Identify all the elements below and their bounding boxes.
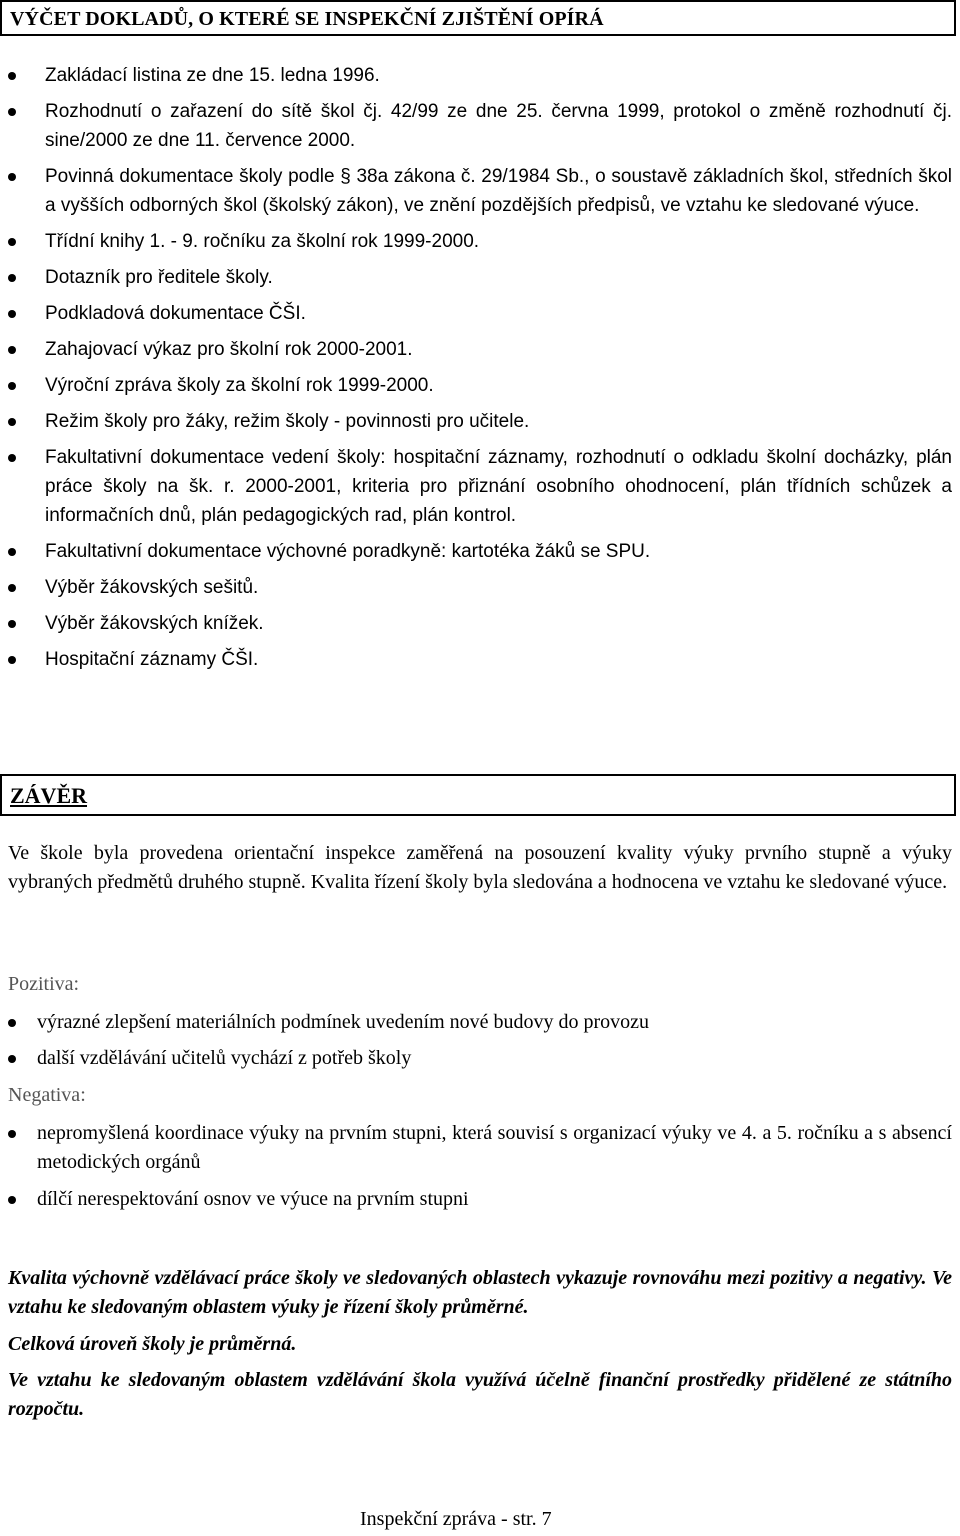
bullet-icon [8,173,16,181]
negatives-list [0,1119,952,1214]
bullet-icon [8,656,16,664]
bullet-icon [8,382,16,390]
list-item: Výroční zpráva školy za školní rok 1999-2000. [0,371,952,400]
documents-heading-box [0,0,956,36]
documents-heading: VÝČET DOKLADŮ, O KTERÉ SE INSPEKČNÍ ZJIŠTĚNÍ OPÍRÁ [10,8,604,30]
list-item: Zahajovací výkaz pro školní rok 2000-2001. [0,335,952,364]
list-item: další vzdělávání učitelů vychází z potřeb školy [0,1044,952,1073]
bullet-icon [8,620,16,628]
bullet-icon [8,1055,16,1063]
list-item: Dotazník pro ředitele školy. [0,263,952,292]
list-item: dílčí nerespektování osnov ve výuce na prvním stupni [0,1185,952,1214]
list-item: Fakultativní dokumentace výchovné poradkyně: kartotéka žáků se SPU. [0,537,952,566]
bullet-icon [8,548,16,556]
positives-list [0,1008,952,1073]
bullet-icon [8,584,16,592]
documents-list [0,61,952,681]
bullet-icon [8,1130,16,1138]
list-item: Hospitační záznamy ČŠI. [0,645,952,674]
list-item: Třídní knihy 1. - 9. ročníku za školní rok 1999-2000. [0,227,952,256]
bullet-icon [8,238,16,246]
negatives-label: Negativa: [8,1084,86,1106]
list-item: Zakládací listina ze dne 15. ledna 1996. [0,61,952,90]
conclusion-intro: Ve škole byla provedena orientační inspekce zaměřená na posouzení kvality výuky prvního stupně a výuky vybraných předmětů druhého stupně. Kvalita řízení školy byla sledována a hodnocena ve vztahu ke sledované výuce. [8,842,952,893]
bullet-icon [8,108,16,116]
list-item: Rozhodnutí o zařazení do sítě škol čj. 42/99 ze dne 25. června 1999, protokol o změně rozhodnutí čj. sine/2000 ze dne 11. července 2000. [0,97,952,155]
bullet-icon [8,454,16,462]
page-footer: Inspekční zpráva - str. 7 [360,1508,552,1530]
list-item: Podkladová dokumentace ČŠI. [0,299,952,328]
bullet-icon [8,1196,16,1204]
conclusion-heading-box [0,774,956,816]
bullet-icon [8,72,16,80]
bullet-icon [8,274,16,282]
list-item: Povinná dokumentace školy podle § 38a zákona č. 29/1984 Sb., o soustavě základních škol, středních škol a vyšších odborných škol (školský zákon), ve znění pozdějších předpisů, ve vztahu ke sledované výuce. [0,162,952,220]
conclusion-heading: ZÁVĚR [10,783,88,808]
list-item: výrazné zlepšení materiálních podmínek uvedením nové budovy do provozu [0,1008,952,1037]
bullet-icon [8,418,16,426]
positives-label: Pozitiva: [8,973,80,995]
list-item: nepromyšlená koordinace výuky na prvním stupni, která souvisí s organizací výuky ve 4. a 5. ročníku a s absencí metodických orgánů [0,1119,952,1177]
list-item: Výběr žákovských sešitů. [0,573,952,602]
list-item: Režim školy pro žáky, režim školy - povinnosti pro učitele. [0,407,952,436]
list-item: Fakultativní dokumentace vedení školy: hospitační záznamy, rozhodnutí o odkladu školní docházky, plán práce školy na šk. r. 2000-2001, kriteria pro přiznání osobního ohodnocení, plán třídních schůzek a informačních dnů, plán pedagogických rad, plán kontrol. [0,443,952,530]
bullet-icon [8,1019,16,1027]
list-item: Výběr žákovských knížek. [0,609,952,638]
summary-overall: Celková úroveň školy je průměrná. [8,1333,297,1355]
bullet-icon [8,310,16,318]
summary-quality: Kvalita výchovně vzdělávací práce školy ve sledovaných oblastech vykazuje rovnováhu mezi pozitivy a negativy. Ve vztahu ke sledovaným oblastem výuky je řízení školy průměrné. [8,1267,952,1318]
summary-finance: Ve vztahu ke sledovaným oblastem vzdělávání škola využívá účelně finanční prostředky přidělené ze státního rozpočtu. [8,1369,952,1420]
bullet-icon [8,346,16,354]
